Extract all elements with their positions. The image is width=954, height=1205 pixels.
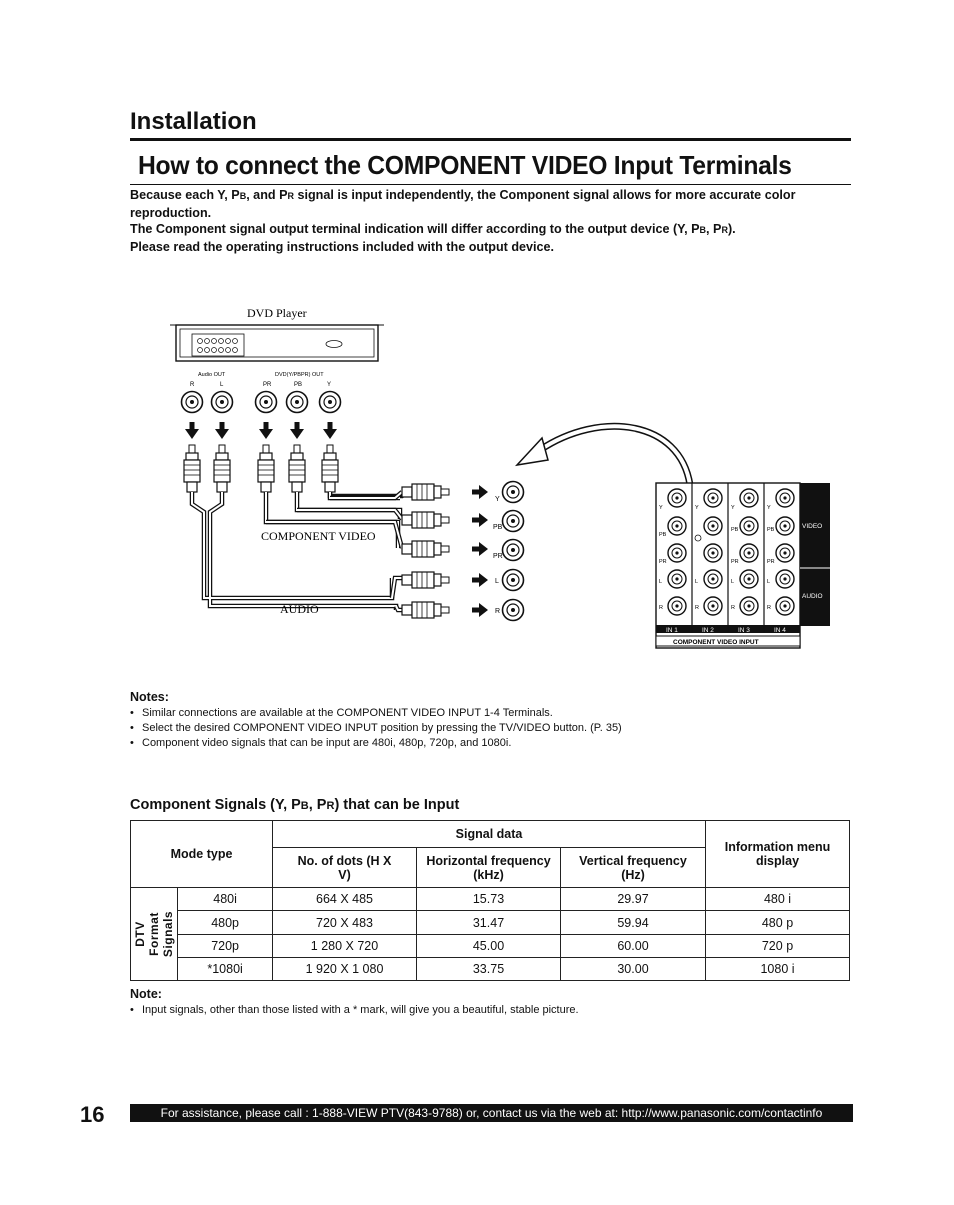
panel-jack-icon — [704, 517, 722, 535]
dvd-player-label: DVD Player — [247, 306, 307, 320]
svg-text:L: L — [767, 579, 771, 585]
svg-text:L: L — [659, 579, 663, 585]
svg-text:Y: Y — [695, 505, 699, 511]
svg-text:R: R — [695, 605, 699, 611]
table-note-text: • Input signals, other than those listed with a * mark, will give you a beautiful, stable picture. — [130, 1003, 845, 1018]
right-arrow-icon — [472, 573, 488, 587]
down-arrow-icon — [290, 422, 304, 439]
header-vertical-frequency: Vertical frequency (Hz) — [561, 848, 706, 888]
down-arrow-icon — [185, 422, 199, 439]
svg-text:PR: PR — [731, 559, 739, 565]
svg-text:Y: Y — [327, 382, 332, 388]
svg-text:PR: PR — [493, 553, 503, 560]
rca-plug-icon — [402, 602, 449, 618]
svg-text:COMPONENT VIDEO INPUT: COMPONENT VIDEO INPUT — [673, 639, 759, 646]
panel-jack-icon — [668, 544, 686, 562]
table-row: *1080i 1 920 X 1 080 33.75 30.00 1080 i — [131, 958, 850, 981]
intro-text — [130, 187, 845, 255]
panel-jack-icon — [668, 570, 686, 588]
right-arrow-icon — [472, 485, 488, 499]
svg-text:Y: Y — [495, 496, 500, 503]
note-item: • Component video signals that can be input are 480i, 480p, 720p, and 1080i. — [130, 736, 845, 751]
svg-text:L: L — [695, 579, 699, 585]
panel-jack-icon — [776, 597, 794, 615]
svg-text:PB: PB — [294, 382, 303, 388]
svg-text:R: R — [731, 605, 735, 611]
curved-arrow-icon — [517, 426, 690, 485]
svg-text:AUDIO: AUDIO — [802, 593, 823, 600]
connection-diagram — [170, 300, 840, 660]
panel-jack-icon — [704, 597, 722, 615]
rca-plug-icon — [258, 445, 274, 492]
panel-jack-icon — [776, 570, 794, 588]
svg-text:PR: PR — [767, 559, 775, 565]
svg-text:VIDEO: VIDEO — [802, 523, 823, 530]
footer-bar: For assistance, please call : 1-888-VIEW PTV(843-9788) or, contact us via the web at: http://www.panasonic.com/contactinfo — [130, 1104, 853, 1122]
right-arrow-icon — [472, 513, 488, 527]
title-rule — [130, 184, 851, 185]
panel-jack-icon — [740, 544, 758, 562]
panel-jack-icon — [740, 570, 758, 588]
svg-text:IN 4: IN 4 — [774, 627, 786, 634]
note-item: • Select the desired COMPONENT VIDEO INPUT position by pressing the TV/VIDEO button. (P. 35) — [130, 721, 845, 736]
svg-text:PR: PR — [263, 382, 272, 388]
header-information-menu: Information menu display — [706, 821, 850, 888]
panel-jack-icon — [704, 489, 722, 507]
audio-label: AUDIO — [280, 602, 319, 616]
rca-plug-icon — [402, 484, 449, 500]
input-pr-jack-icon — [503, 540, 524, 561]
input-r-jack-icon — [503, 600, 524, 621]
down-arrow-icon — [215, 422, 229, 439]
down-arrow-icon — [259, 422, 273, 439]
rca-plug-icon — [289, 445, 305, 492]
svg-text:DVD(Y/PBPR) OUT: DVD(Y/PBPR) OUT — [275, 372, 324, 378]
svg-text:PB: PB — [767, 527, 775, 533]
svg-text:L: L — [495, 578, 499, 585]
rca-plug-icon — [214, 445, 230, 492]
intro-line-1: Because each Y, PB, and PR signal is input independently, the Component signal allows for more accurate color reproduction. — [130, 188, 796, 220]
header-dots: No. of dots (H X V) — [273, 848, 417, 888]
page-number: 16 — [80, 1102, 105, 1127]
svg-text:PB: PB — [731, 527, 739, 533]
notes — [130, 690, 845, 751]
panel-jack-icon — [740, 517, 758, 535]
right-arrow-icon — [472, 542, 488, 556]
right-arrow-icon — [472, 603, 488, 617]
svg-text:L: L — [220, 382, 224, 388]
intro-line-3: Please read the operating instructions included with the output device. — [130, 239, 555, 254]
header-mode-type: Mode type — [131, 821, 273, 888]
svg-text:R: R — [495, 608, 501, 615]
rca-plug-icon — [402, 512, 449, 528]
panel-jack-icon — [704, 570, 722, 588]
dvd-pr-jack-icon — [256, 392, 277, 413]
component-signals-table — [130, 820, 850, 981]
panel-jack-icon — [668, 517, 686, 535]
svg-text:Y: Y — [731, 505, 735, 511]
panel-jack-icon — [668, 489, 686, 507]
dvd-player — [170, 325, 384, 361]
svg-text:IN 3: IN 3 — [738, 627, 750, 634]
svg-text:PB: PB — [659, 532, 667, 538]
svg-text:Y: Y — [659, 505, 663, 511]
table-title: Component Signals (Y, PB, PR) that can be Input — [130, 797, 460, 813]
component-video-label: COMPONENT VIDEO — [261, 529, 376, 543]
svg-text:PB: PB — [493, 524, 503, 531]
dvd-audio-l-jack-icon — [212, 392, 233, 413]
dvd-pb-jack-icon — [287, 392, 308, 413]
svg-text:IN 2: IN 2 — [702, 627, 714, 634]
panel-jack-icon — [668, 597, 686, 615]
svg-text:R: R — [767, 605, 771, 611]
rca-plug-icon — [402, 541, 449, 557]
rca-plug-icon — [402, 572, 449, 588]
panel-jack-icon — [776, 489, 794, 507]
svg-text:L: L — [731, 579, 735, 585]
component-video-input-panel — [656, 483, 830, 648]
dvd-y-jack-icon — [320, 392, 341, 413]
table-note — [130, 987, 845, 1018]
section-title: Installation — [130, 108, 257, 135]
svg-text:IN 1: IN 1 — [666, 627, 678, 634]
table-note-heading: Note: — [130, 987, 162, 1001]
intro-line-2: The Component signal output terminal indication will differ according to the output device (Y, PB, PR). — [130, 222, 736, 236]
section-rule — [130, 138, 851, 141]
svg-text:Audio OUT: Audio OUT — [198, 372, 226, 378]
notes-heading: Notes: — [130, 690, 169, 704]
panel-jack-icon — [776, 517, 794, 535]
panel-jack-icon — [740, 597, 758, 615]
svg-text:Y: Y — [767, 505, 771, 511]
dtv-format-signals-label: DTV Format Signals — [131, 888, 178, 981]
panel-jack-icon — [704, 544, 722, 562]
note-item: • Similar connections are available at the COMPONENT VIDEO INPUT 1-4 Terminals. — [130, 706, 845, 721]
table-row: 720p 1 280 X 720 45.00 60.00 720 p — [131, 935, 850, 958]
table-row: 480p 720 X 483 31.47 59.94 480 p — [131, 911, 850, 935]
input-y-jack-icon — [503, 482, 524, 503]
input-pb-jack-icon — [503, 511, 524, 532]
svg-text:PR: PR — [659, 559, 667, 565]
rca-plug-icon — [322, 445, 338, 492]
header-horizontal-frequency: Horizontal frequency (kHz) — [417, 848, 561, 888]
dvd-audio-r-jack-icon — [182, 392, 203, 413]
page-title: How to connect the COMPONENT VIDEO Input Terminals — [138, 150, 792, 180]
panel-jack-icon — [776, 544, 794, 562]
down-arrow-icon — [323, 422, 337, 439]
panel-jack-icon — [740, 489, 758, 507]
svg-text:R: R — [190, 382, 195, 388]
rca-plug-icon — [184, 445, 200, 492]
svg-text:R: R — [659, 605, 663, 611]
table-row: DTV Format Signals 480i 664 X 485 15.73 29.97 480 i — [131, 888, 850, 911]
input-l-jack-icon — [503, 570, 524, 591]
header-signal-data: Signal data — [273, 821, 706, 848]
